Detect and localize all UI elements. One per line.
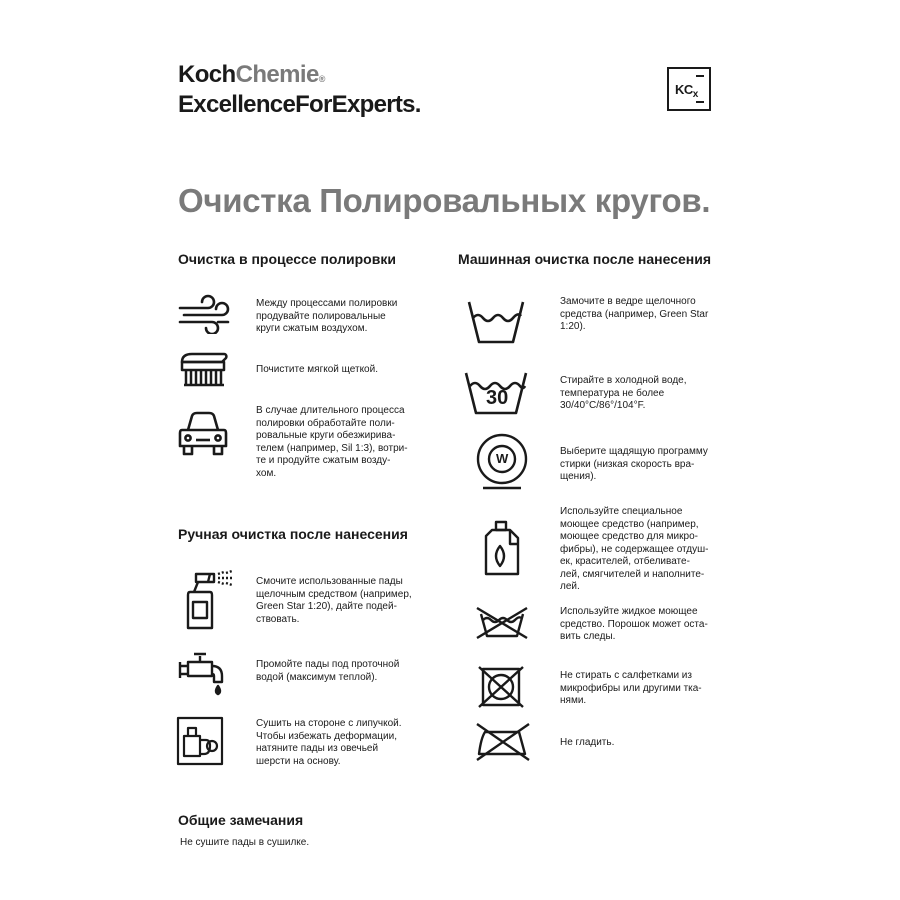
brand-name: KochChemie® <box>178 61 325 88</box>
water-tap-icon <box>178 648 230 698</box>
section-heading-machine: Машинная очистка после нанесения <box>458 251 712 267</box>
step-description: Почистите мягкой щеткой. <box>256 364 378 375</box>
car-icon <box>178 410 228 460</box>
wet-clean-letter: W <box>496 451 509 466</box>
wash-30-icon <box>463 370 529 416</box>
step-description: В случае длительного процесса полировки обработайте поли- ровальные круги обезжирива- телем (например, Sil 1:3), вотри- те и продуйте сжатым возду- хом. <box>256 405 408 479</box>
step-description: Не стирать с салфетками из микрофибры или другими тка- нями. <box>560 670 702 706</box>
step-description: Сушить на стороне с липучкой. Чтобы избежать деформации, натяните пады из овечьей шерсти на основу. <box>256 718 402 767</box>
drying-box-icon <box>176 716 224 766</box>
wash-basin-icon <box>465 298 527 346</box>
section-heading-general: Общие замечания <box>178 812 304 828</box>
step-description: Не гладить. <box>560 737 615 748</box>
page-title: Очистка Полировальных кругов. <box>178 182 711 219</box>
spray-bottle-icon <box>180 570 234 630</box>
no-iron-icon <box>475 722 531 762</box>
step-description: Промойте пады под проточной водой (максимум теплой). <box>256 659 400 683</box>
no-tumble-icon <box>477 665 525 709</box>
general-note: Не сушите пады в сушилке. <box>180 837 310 848</box>
gentle-cycle-icon <box>475 432 529 490</box>
kcx-logo: $KC_x$ <box>667 67 711 111</box>
brush-icon <box>178 352 230 388</box>
step-description: Стирайте в холодной воде, температура не более 30/40°C/86°/104°F. <box>560 375 687 411</box>
step-description: Между процессами полировки продувайте полировальные круги сжатым воздухом. <box>256 298 398 334</box>
step-description: Замочите в ведре щелочного средства (например, Green Star 1:20). <box>560 296 709 332</box>
step-description: Используйте жидкое моющее средство. Порошок может оста- вить следы. <box>560 606 708 642</box>
brand-tagline: ExcellenceForExperts. <box>178 91 421 118</box>
step-description: Используйте специальное моющее средство (например, моющее средство для микро- фибры), не содержащее отдуш- ек, красителей, отбеливате- лей, смягчителей и наполните- лей. <box>560 506 709 592</box>
no-powder-icon <box>475 606 529 640</box>
step-description: Выберите щадящую программу стирки (низкая скорость вра- щения). <box>560 446 708 482</box>
temperature-number: 30 <box>486 387 509 409</box>
section-heading-manual: Ручная очистка после нанесения <box>178 526 408 542</box>
detergent-bottle-icon <box>482 520 524 576</box>
air-blow-icon <box>178 294 232 334</box>
step-description: Смочите использованные пады щелочным средством (например, Green Star 1:20), дайте подей- ствовать. <box>256 576 412 625</box>
section-heading-polishing: Очистка в процессе полировки <box>178 251 396 267</box>
